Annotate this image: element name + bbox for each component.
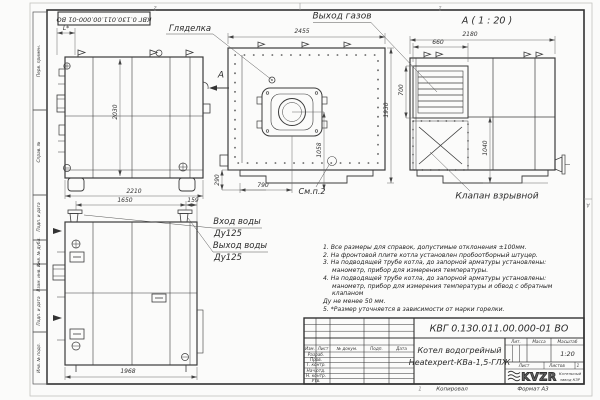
- margin-label-perv-primen: Перв. примен.: [36, 44, 42, 78]
- footer-format: Формат А3: [517, 386, 549, 393]
- row-razrab: Разраб.: [307, 351, 325, 357]
- dim-2180: 2180: [462, 30, 478, 38]
- margin-label-podp-data-2: Подп. и дата: [36, 296, 42, 326]
- zone-top-left: 2: [153, 4, 157, 10]
- sheets-value: 1: [576, 362, 580, 368]
- water-outlet-dn-label: Ду125: [214, 252, 242, 263]
- dim-700: 700: [398, 84, 405, 96]
- water-outlet-label: Выход воды: [212, 240, 268, 251]
- sheets-label: Листов: [549, 362, 565, 368]
- note-line: 3. На подводящей трубе котла, до запорной арматуры установлены:: [323, 259, 547, 267]
- col-doc: № докум.: [336, 345, 358, 351]
- dim-burner-length: L*: [62, 25, 70, 32]
- col-lit: Лит.: [511, 338, 521, 344]
- margin-label-podp-data-1: Подп. и дата: [36, 202, 42, 232]
- see-item-label: См.п.2: [298, 186, 326, 196]
- water-inlet-label: Вход воды: [213, 216, 261, 227]
- col-list: Лист: [317, 345, 329, 351]
- col-izm: Изм.: [305, 345, 315, 351]
- logo-mark: [508, 371, 520, 381]
- col-scale: Масштаб: [557, 338, 578, 344]
- gas-outlet-label: Выход газов: [312, 11, 372, 21]
- dim-2030: 2030: [112, 104, 119, 120]
- zone-bottom: 1: [418, 386, 422, 393]
- dim-790: 790: [257, 182, 269, 189]
- col-podp: Подп.: [370, 345, 383, 351]
- water-inlet-dn-label: Ду125: [214, 228, 242, 239]
- note-line: 1. Все размеры для справок, допустимые отклонения ±100мм.: [323, 244, 527, 251]
- note-line: манометр, прибор для измерения температуры и обвод с обратным клапаном: [332, 282, 553, 298]
- top-stamp-doc-number: КВГ 0.130.011.00.000-01 ВО: [56, 14, 152, 23]
- note-line: 2. На фронтовой плите котла установлен пробоотборный штуцер.: [323, 251, 538, 259]
- dim-290: 290: [213, 174, 221, 186]
- dim-2210: 2210: [126, 188, 142, 195]
- dim-1040: 1040: [482, 140, 489, 156]
- logo-caption-line1: Котельный: [558, 370, 582, 376]
- sight-glass-label: Гляделка: [168, 23, 212, 34]
- logo-caption-line2: завод КЗР: [559, 376, 581, 382]
- title-doc-number: КВГ 0.130.011.00.000-01 ВО: [429, 322, 569, 334]
- dim-1650: 1650: [117, 196, 133, 204]
- zone-right: А: [586, 201, 590, 208]
- margin-label-sprav: Справ. №: [36, 141, 42, 163]
- product-name-line2: Heatexpert-КВа-1,5-ГЛЖ: [408, 358, 511, 367]
- margin-label-inv-dubl: Инв. № дубл.: [36, 237, 42, 267]
- zone-top-right: 1: [438, 4, 442, 10]
- note-line: манометр, прибор для измерения температуры.: [332, 267, 489, 275]
- sheet-label: Лист: [518, 362, 530, 368]
- product-name-line1: Котел водогрейный: [417, 346, 502, 355]
- note-line: 5. *Размер уточняется в зависимости от марки горелки.: [323, 305, 505, 313]
- dim-1058: 1058: [315, 142, 323, 158]
- side-view-linework: [57, 25, 229, 199]
- dim-159: 159: [187, 196, 199, 204]
- footer-copied: Копировал: [436, 386, 468, 393]
- margin-label-vzam-inv: Взам. инв. №: [36, 262, 42, 292]
- view-a-title: А ( 1 : 20 ): [461, 15, 513, 27]
- section-arrow-label: А: [217, 70, 225, 81]
- company-logo: KVZR: [521, 370, 557, 383]
- note-line: Ду не менее 50 мм.: [323, 297, 386, 305]
- scale-value: 1:20: [560, 349, 575, 358]
- col-data: Дата: [396, 345, 407, 351]
- dim-1968: 1968: [120, 368, 136, 375]
- dim-660: 660: [432, 38, 444, 46]
- margin-label-inv-podl: Инв. № подл.: [36, 343, 42, 373]
- note-line: 4. На подводящей трубе котла, до запорной арматуры установлены:: [323, 274, 547, 282]
- row-utv: Утв.: [311, 378, 321, 384]
- technical-notes: [323, 244, 585, 313]
- dim-1930: 1930: [383, 102, 390, 118]
- explosion-valve-label: Клапан взрывной: [455, 191, 539, 201]
- row-nkontr: Н. контр.: [305, 372, 327, 378]
- row-tkontr: Т. контр.: [306, 362, 326, 368]
- row-nachotd: Нач.отд.: [306, 367, 326, 373]
- row-prov: Пров.: [309, 356, 323, 362]
- dim-2455: 2455: [294, 28, 310, 35]
- col-mass: Масса: [532, 338, 546, 344]
